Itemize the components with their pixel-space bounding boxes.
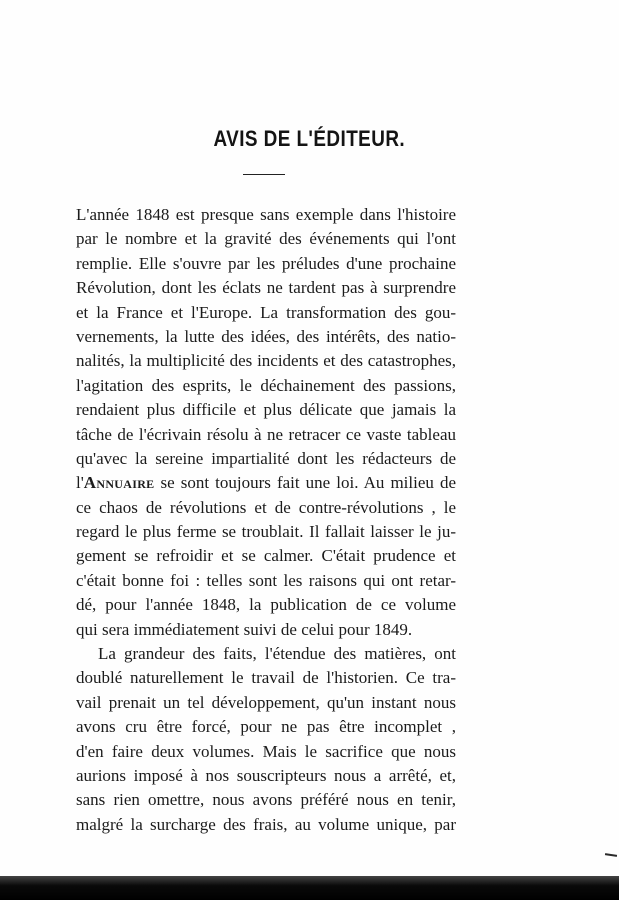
text-line: malgré la surcharge des frais, au volume unique, par (76, 814, 456, 834)
line-prefix: l' (76, 473, 84, 493)
text-line: doublé naturellement le travail de l'historien. Ce tra- (76, 668, 456, 688)
paragraph-start-line: La grandeur des faits, l'étendue des matières, ont (98, 644, 456, 664)
text-line (76, 471, 456, 495)
text-line: ce chaos de révolutions et de contre-révolutions , le (76, 497, 456, 517)
text-line: par le nombre et la gravité des événements qui l'ont (76, 229, 456, 249)
title-divider-rule (243, 174, 285, 175)
page-title: AVIS DE L'ÉDITEUR. (213, 126, 406, 151)
body-text (76, 203, 456, 837)
text-line: vail prenait un tel développement, qu'un instant nous (76, 692, 456, 712)
text-line: l'agitation des esprits, le déchainement des passions, (76, 375, 456, 395)
text-line: et la France et l'Europe. La transformation des gou- (76, 302, 456, 322)
text-line: sans rien omettre, nous avons préféré nous en tenir, (76, 790, 456, 810)
text-line: d'en faire deux volumes. Mais le sacrifice que nous (76, 741, 456, 761)
annuaire-smallcaps: Annuaire (83, 473, 155, 493)
text-line: aurions imposé à nos souscripteurs nous a arrêté, et, (76, 765, 456, 785)
text-line: remplie. Elle s'ouvre par les préludes d'une prochaine (76, 253, 456, 273)
text-line: rendaient plus difficile et plus délicate que jamais la (76, 400, 456, 420)
scan-bottom-shadow (0, 876, 619, 900)
paragraph-end-line: qui sera immédiatement suivi de celui pour 1849. (76, 619, 413, 639)
text-line: avons cru être forcé, pour ne pas être incomplet , (76, 717, 456, 737)
text-line: gement se refroidir et se calmer. C'était prudence et (76, 546, 456, 566)
text-line: vernements, la lutte des idées, des intérêts, des natio- (76, 326, 456, 346)
text-line: c'était bonne foi : telles sont les raisons qui ont retar- (76, 570, 456, 590)
text-line: Révolution, dont les éclats ne tardent pas à surprendre (76, 278, 456, 298)
text-line: tâche de l'écrivain résolu à ne retracer ce vaste tableau (76, 424, 456, 444)
text-line: regard le plus ferme se troublait. Il fallait laisser le ju- (76, 522, 456, 542)
text-line: L'année 1848 est presque sans exemple dans l'histoire (76, 205, 456, 224)
line-rest: se sont toujours fait une loi. Au milieu de (154, 473, 456, 493)
text-line: qu'avec la sereine impartialité dont les rédacteurs de (76, 448, 456, 468)
text-line: dé, pour l'année 1848, la publication de ce volume (76, 595, 456, 615)
edge-ink-mark (605, 853, 617, 857)
text-line: nalités, la multiplicité des incidents et des catastrophes, (76, 351, 456, 371)
